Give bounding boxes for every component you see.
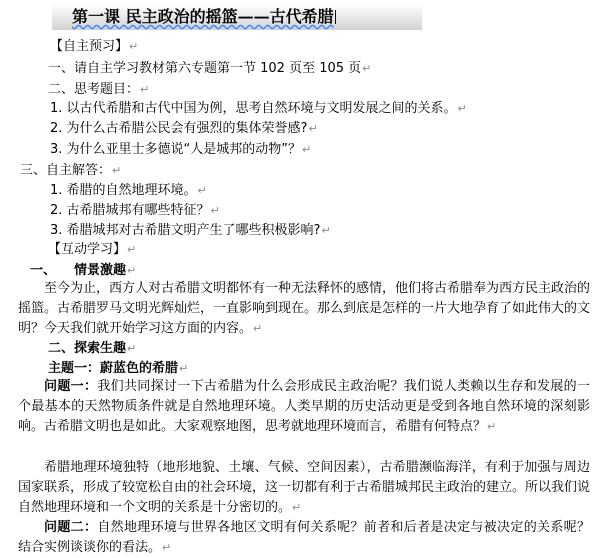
question-2-label: 问题二： (44, 520, 98, 535)
think-question-1: 1. 以古代希腊和古代中国为例，思考自然环境与文明发展之间的关系。↵ (50, 101, 467, 116)
think-question-3: 3. 为什么亚里士多德说“人是城邦的动物”？↵ (50, 142, 312, 157)
think-question-2: 2. 为什么古希腊公民会有强烈的集体荣誉感?↵ (50, 121, 318, 136)
topic-1-heading: 主题一：蔚蓝色的希腊↵ (48, 361, 189, 376)
preview-item-1: 一、请自主学习教材第六专题第一节 102 页至 105 页↵ (48, 61, 372, 76)
text-cursor (335, 10, 336, 24)
preview-item-3: 三、自主解答：↵ (20, 163, 122, 178)
interactive-heading: 【互动学习】↵ (48, 242, 137, 257)
self-answer-1: 1. 希腊的自然地理环境。↵ (50, 183, 207, 198)
question-2-paragraph: 问题二：自然地理环境与世界各地区文明有何关系呢？前者和后者是决定与被决定的关系呢？结合实例谈谈你的看法。↵ (18, 520, 590, 555)
document-title (72, 6, 336, 28)
preview-heading: 【自主预习】↵ (50, 39, 139, 54)
scenario-paragraph: 至今为止，西方人对古希腊文明都怀有一种无法释怀的感情，他们将古希腊奉为西方民主政治的摇篮。古希腊罗马文明光辉灿烂，一直影响到现在。那么到底是怎样的一片大地孕育了如此伟大的文明？今天我们就开始学习这方面的内容。↵ (18, 281, 591, 336)
question-1-label: 问题一： (44, 379, 98, 394)
question-1-paragraph: 问题一：我们共同探讨一下古希腊为什么会形成民主政治呢？我们说人类赖以生存和发展的一个最基本的天然物质条件就是自然地理环境。人类早期的历史活动更是受到各地自然环境的深刻影响。古希腊文明也是如此。大家观察地图，思考就地理环境而言，希腊有何特点？↵ (18, 379, 590, 434)
title-text: 第一课 民主政治的摇篮——古代希腊 (72, 7, 334, 26)
section-1-heading: 一、 情景激趣↵ (30, 263, 137, 278)
preview-item-2: 二、思考题目：↵ (48, 82, 150, 97)
answer-paragraph: 希腊地理环境独特（地形地貌、土壤、气候、空间因素），古希腊濒临海洋，有利于加强与周边国家联系，形成了较宽松自由的社会环境，这一切都有利于古希腊城邦民主政治的建立。所以我们说自然地理环境和一个文明的关系是十分密切的。↵ (18, 460, 591, 515)
self-answer-3: 3. 希腊城邦对古希腊文明产生了哪些积极影响?↵ (50, 223, 331, 238)
self-answer-2: 2. 古希腊城邦有哪些特征？↵ (50, 203, 220, 218)
section-2-heading: 二、探索生趣↵ (48, 341, 137, 356)
